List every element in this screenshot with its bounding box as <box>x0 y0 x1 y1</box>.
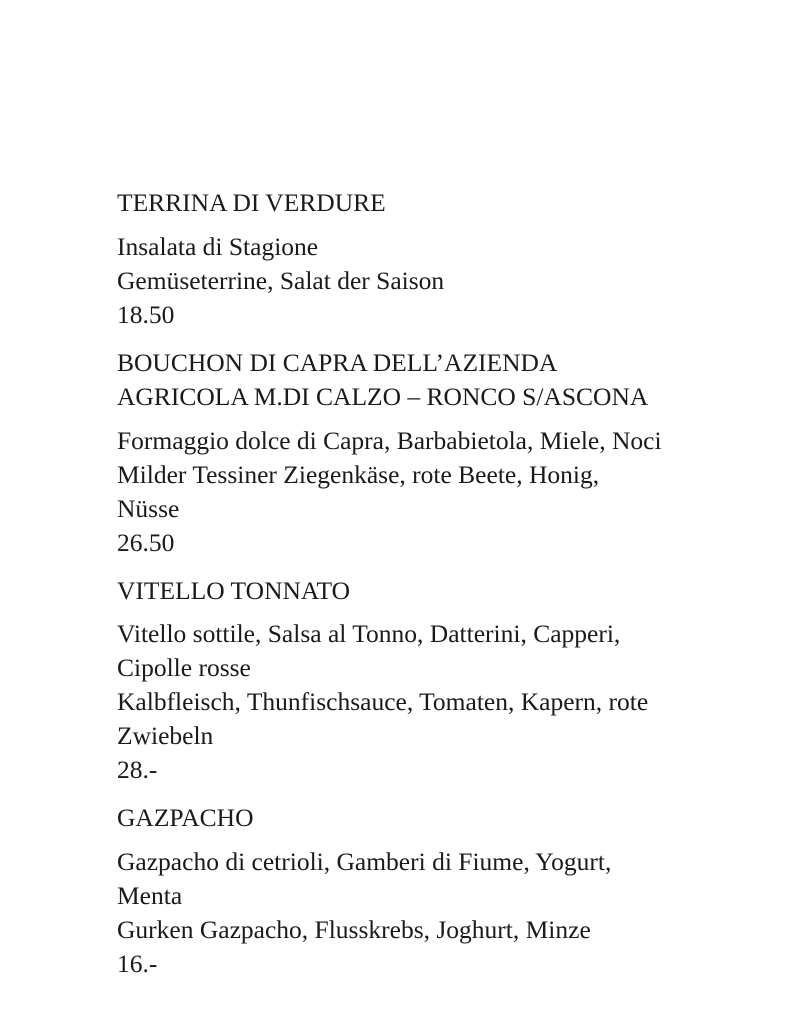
description-line: Gemüseterrine, Salat der Saison <box>117 265 445 295</box>
menu-item <box>117 801 777 981</box>
menu-item <box>117 346 777 560</box>
description-line: Kalbfleisch, Thunfischsauce, Tomaten, Kapern, rote <box>117 687 649 716</box>
menu-item <box>117 186 777 332</box>
description-line: Formaggio dolce di Capra, Barbabietola, Miele, Noci <box>117 425 662 455</box>
description-line: Cipolle rosse <box>117 653 251 682</box>
description-line: Milder Tessiner Ziegenkäse, rote Beete, Honig, <box>117 459 600 489</box>
title-line: VITELLO TONNATO <box>117 575 351 605</box>
title-line: GAZPACHO <box>117 803 254 832</box>
menu-item <box>117 574 777 788</box>
description-line: Vitello sottile, Salsa al Tonno, Datterini, Capperi, <box>117 619 621 648</box>
title-line: BOUCHON DI CAPRA DELL’AZIENDA <box>117 347 558 377</box>
description-line: Menta <box>117 880 183 910</box>
description-line: Gazpacho di cetrioli, Gamberi di Fiume, Yogurt, <box>117 846 612 876</box>
menu-item-price: 26.50 <box>117 527 175 557</box>
description-line: Insalata di Stagione <box>117 231 319 261</box>
menu-item-title <box>117 186 777 221</box>
menu-item-price: 28.- <box>117 755 158 784</box>
menu-item-price: 16.- <box>117 948 158 978</box>
menu-item-price: 18.50 <box>117 299 175 329</box>
menu-item-title <box>117 574 777 609</box>
description-line: Nüsse <box>117 493 180 523</box>
description-line: Zwiebeln <box>117 721 214 750</box>
menu-item-title <box>117 801 777 836</box>
menu-item-title <box>117 346 777 415</box>
title-line: AGRICOLA M.DI CALZO – RONCO S/ASCONA <box>117 382 649 411</box>
description-line: Gurken Gazpacho, Flusskrebs, Joghurt, Minze <box>117 914 591 944</box>
title-line: TERRINA DI VERDURE <box>117 188 386 217</box>
menu-list <box>117 186 777 995</box>
